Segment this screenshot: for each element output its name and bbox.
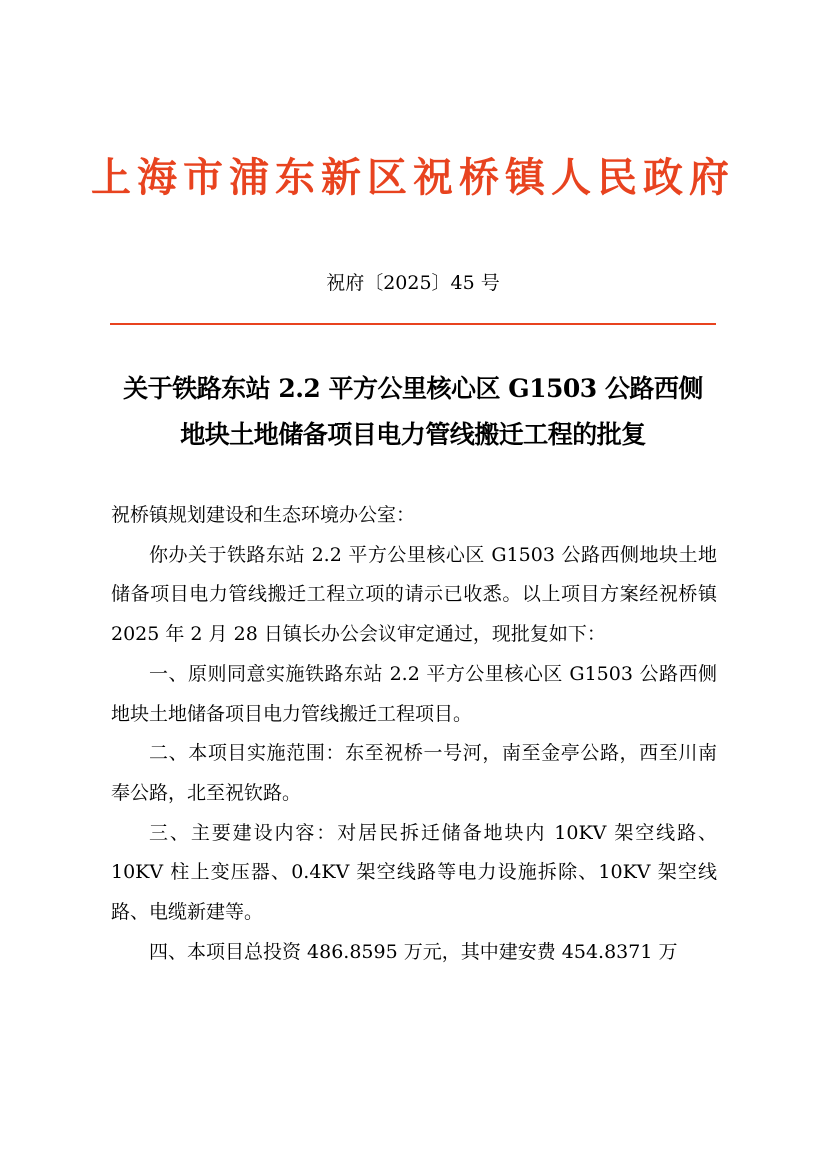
body-paragraph-item-4: 四、本项目总投资 486.8595 万元，其中建安费 454.8371 万 — [149, 940, 678, 963]
title-line-1: 关于铁路东站 2.2 平方公里核心区 G1503 公路西侧 — [123, 374, 703, 403]
issuing-organization-header: 上海市浦东新区祝桥镇人民政府 — [91, 155, 735, 201]
red-divider-line — [110, 323, 716, 325]
body-paragraph-item-1: 一、原则同意实施铁路东站 2.2 平方公里核心区 G1503 公路西侧地块土地储备项目电力管线搬迁工程项目。 — [111, 662, 717, 725]
body-paragraph-item-3: 三、主要建设内容：对居民拆迁储备地块内 10KV 架空线路、10KV 柱上变压器、0.4KV 架空线路等电力设施拆除、10KV 架空线路、电缆新建等。 — [111, 821, 717, 924]
body-paragraph-intro: 你办关于铁路东站 2.2 平方公里核心区 G1503 公路西侧地块土地储备项目电力管线搬迁工程立项的请示已收悉。以上项目方案经祝桥镇 2025 年 2 月 28 日镇长办公会议审定通过，现批复如下： — [111, 543, 717, 646]
document-body — [111, 496, 717, 972]
title-line-2: 地块土地储备项目电力管线搬迁工程的批复 — [180, 420, 646, 449]
document-title — [100, 366, 726, 458]
salutation: 祝桥镇规划建设和生态环境办公室： — [111, 504, 416, 526]
body-paragraph-item-2: 二、本项目实施范围：东至祝桥一号河，南至金亭公路，西至川南奉公路，北至祝钦路。 — [111, 742, 717, 804]
document-number: 祝府〔2025〕45 号 — [326, 272, 500, 294]
